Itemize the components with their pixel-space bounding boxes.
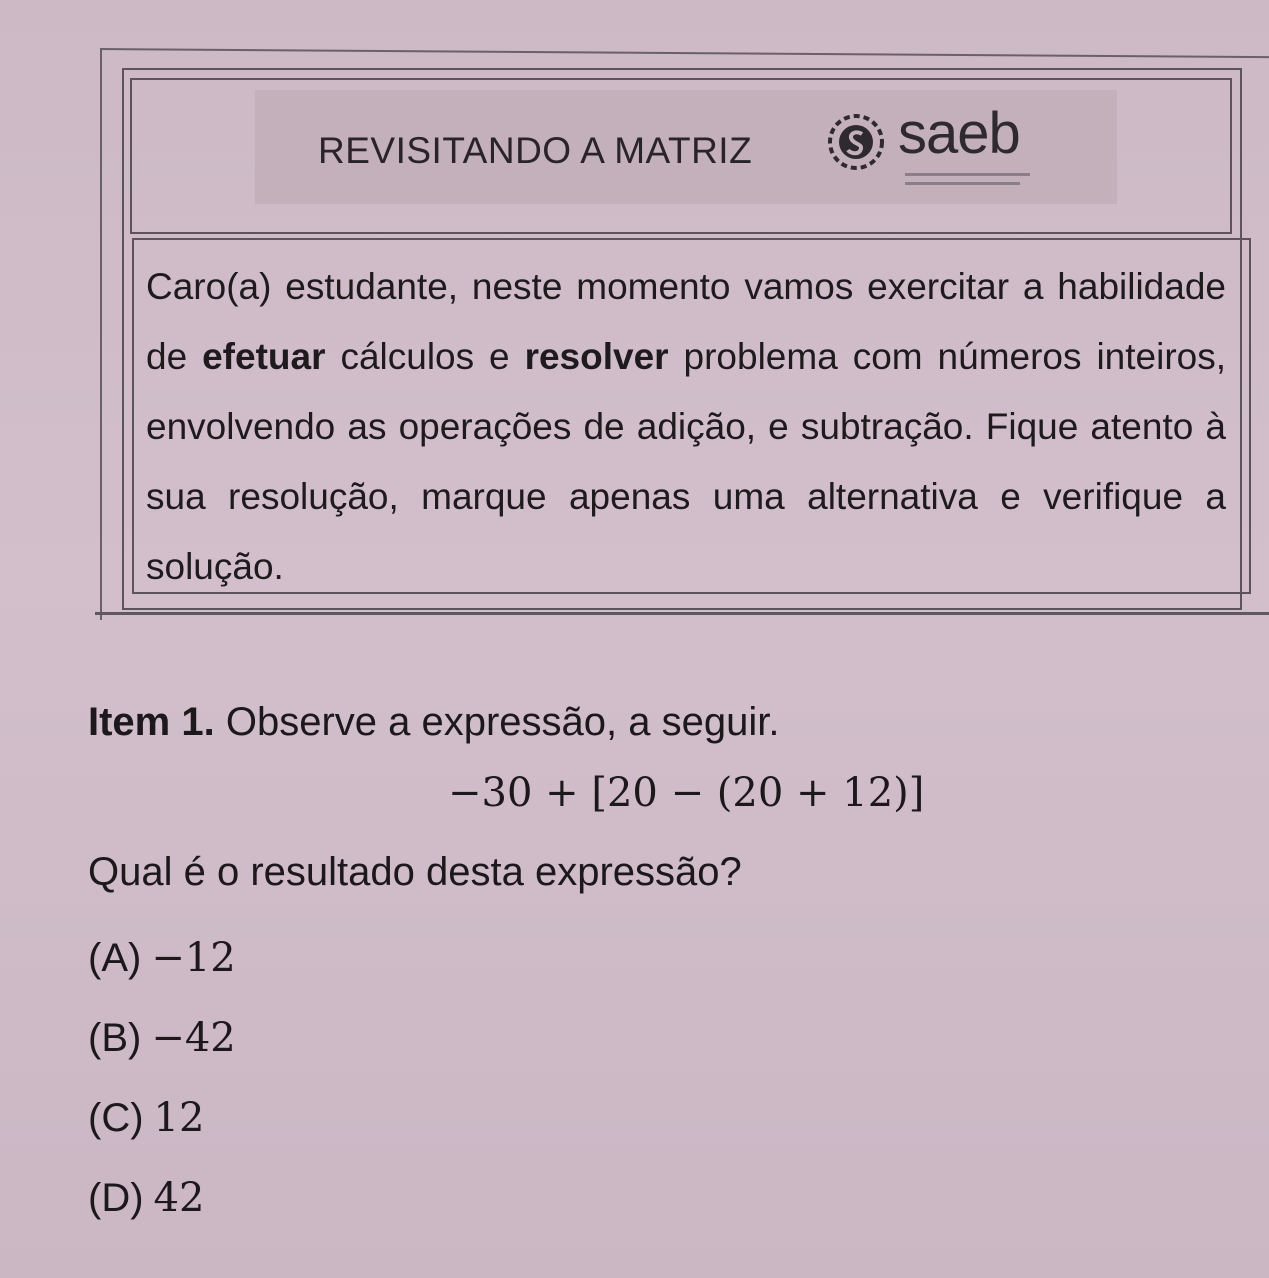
option-letter: (D) [88,1176,144,1220]
header-title: REVISITANDO A MATRIZ [318,130,753,171]
option-a[interactable] [88,935,236,981]
page-frame-left-line [100,48,102,620]
option-value: 12 [153,1095,205,1141]
math-expression: −30 + [20 − (20 + 12)] [448,770,925,816]
saeb-logo-text: saeb [898,101,1020,166]
item-prompt: Observe a expressão, a seguir. [214,700,780,744]
intro-paragraph [146,252,1226,602]
saeb-logo-icon [826,112,886,172]
option-b[interactable] [88,1015,236,1061]
option-value: 42 [153,1175,205,1221]
item-heading [88,700,779,745]
option-letter: (A) [88,936,142,980]
intro-bold-efetuar: efetuar [202,336,326,377]
option-c[interactable] [88,1095,204,1141]
item-label: Item 1. [88,700,215,744]
option-d[interactable] [88,1175,204,1221]
intro-text-1: Caro(a) estudante, neste momento vamos exercitar a habilidade de [146,266,1226,377]
intro-text-3: problema com números inteiros, envolvendo as operações de adição, e subtração. Fique atento à sua resolução, marque apenas uma alternativa e verifique a solução. [146,336,1227,587]
intro-bold-resolver: resolver [524,336,669,377]
intro-text-2: cálculos e [325,336,525,377]
option-letter: (B) [88,1016,142,1060]
option-value: −42 [151,1015,236,1061]
section-divider [95,612,1269,615]
option-value: −12 [151,935,236,981]
question-text: Qual é o resultado desta expressão? [88,850,742,894]
page-frame-top-line [100,48,1269,58]
option-letter: (C) [88,1096,144,1140]
saeb-logo-subtitle-icon [905,170,1055,190]
